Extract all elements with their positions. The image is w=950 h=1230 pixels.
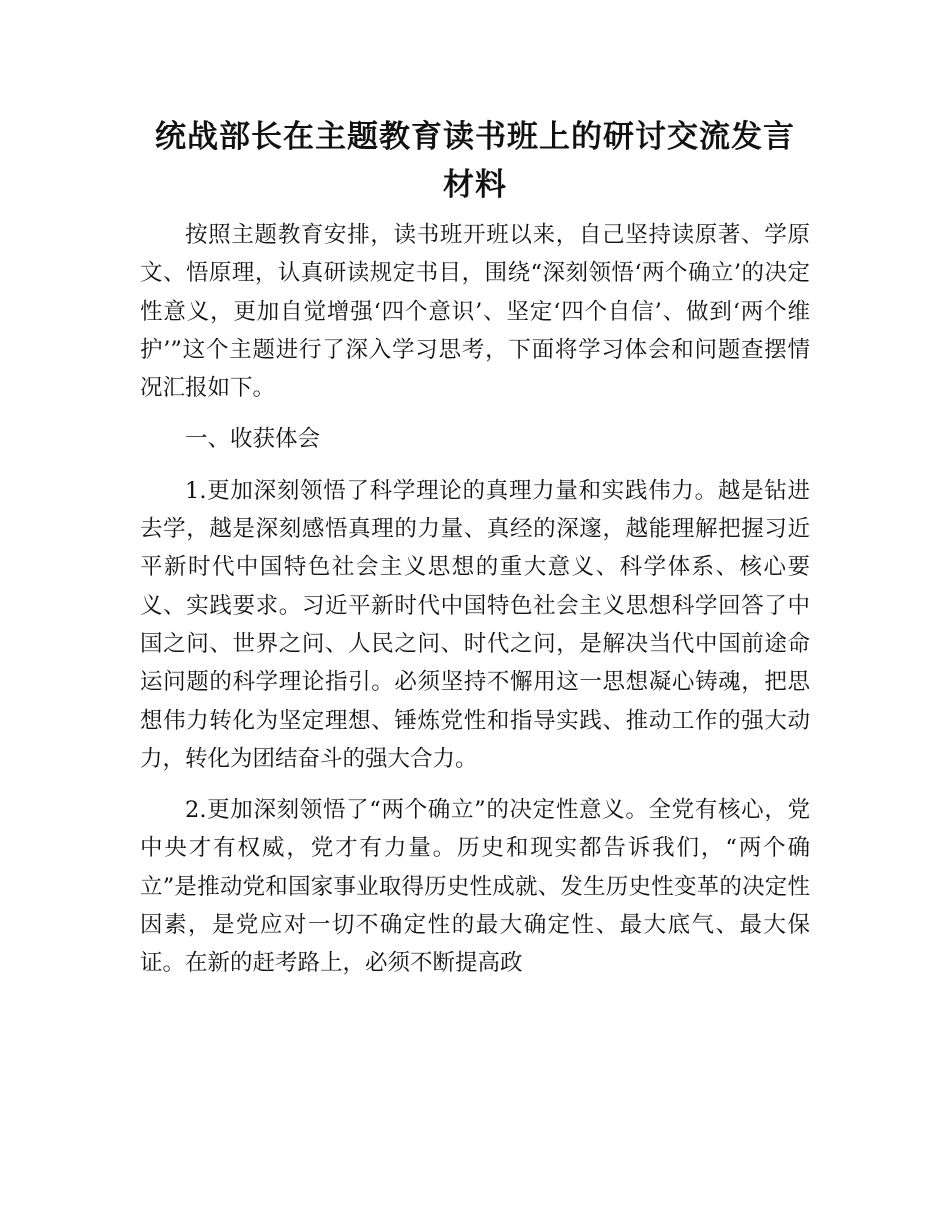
- intro-paragraph: 按照主题教育安排，读书班开班以来，自己坚持读原著、学原文、悟原理，认真研读规定书目，围绕“深刻领悟‘两个确立’的决定性意义，更加自觉增强‘四个意识’、坚定‘四个自信’、做到‘两个维护’”这个主题进行了深入学习思考，下面将学习体会和问题查摆情况汇报如下。: [140, 222, 810, 402]
- point-1-paragraph: 1.更加深刻领悟了科学理论的真理力量和实践伟力。越是钻进去学，越是深刻感悟真理的力量、真经的深邃，越能理解把握习近平新时代中国特色社会主义思想的重大意义、科学体系、核心要义、实践要求。习近平新时代中国特色社会主义思想科学回答了中国之问、世界之问、人民之问、时代之问，是解决当代中国前途命运问题的科学理论指引。必须坚持不懈用这一思想凝心铸魂，把思想伟力转化为坚定理想、锤炼党性和指导实践、推动工作的强大动力，转化为团结奋斗的强大合力。: [140, 477, 810, 772]
- section-heading: 一、收获体会: [185, 426, 321, 453]
- document-title: 统战部长在主题教育读书班上的研讨交流发言材料: [155, 119, 795, 203]
- point-2-paragraph: 2.更加深刻领悟了“两个确立”的决定性意义。全党有核心，党中央才有权威，党才有力量。历史和现实都告诉我们，“两个确立”是推动党和国家事业取得历史性成就、发生历史性变革的决定性因素，是党应对一切不确定性的最大确定性、最大底气、最大保证。在新的赶考路上，必须不断提高政: [140, 797, 810, 977]
- document-body: [140, 216, 810, 996]
